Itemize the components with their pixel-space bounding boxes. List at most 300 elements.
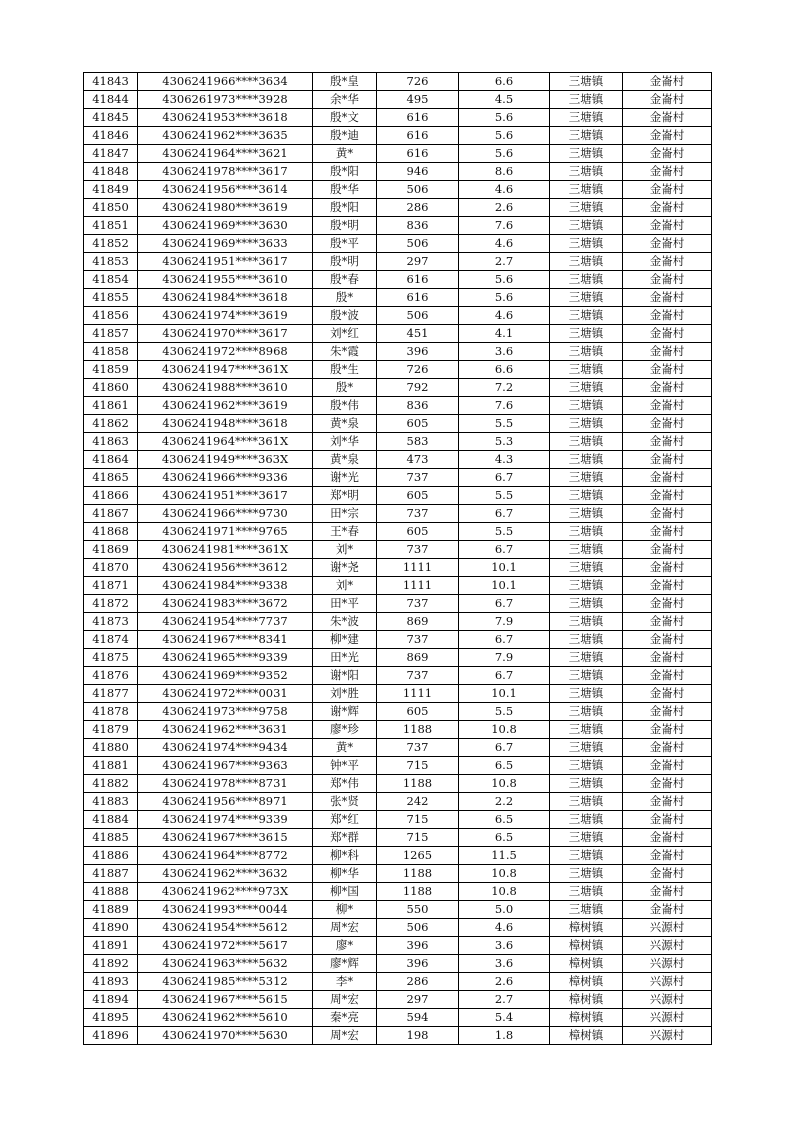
cell-amount: 737	[377, 595, 459, 613]
cell-area: 6.7	[459, 631, 550, 649]
cell-amount: 737	[377, 667, 459, 685]
cell-amount: 396	[377, 937, 459, 955]
cell-amount: 1188	[377, 721, 459, 739]
cell-id: 4306241967****5615	[138, 991, 313, 1009]
cell-id: 4306241951****3617	[138, 253, 313, 271]
table-row	[84, 469, 712, 487]
cell-amount: 1265	[377, 847, 459, 865]
cell-area: 8.6	[459, 163, 550, 181]
cell-town: 三塘镇	[550, 775, 623, 793]
cell-village: 金崙村	[623, 847, 712, 865]
cell-seq: 41871	[84, 577, 138, 595]
cell-town: 三塘镇	[550, 703, 623, 721]
cell-village: 兴源村	[623, 955, 712, 973]
cell-amount: 946	[377, 163, 459, 181]
cell-village: 兴源村	[623, 973, 712, 991]
cell-town: 三塘镇	[550, 163, 623, 181]
cell-seq: 41860	[84, 379, 138, 397]
cell-town: 三塘镇	[550, 613, 623, 631]
cell-name: 殷*明	[313, 217, 377, 235]
cell-area: 7.6	[459, 397, 550, 415]
cell-name: 周*宏	[313, 919, 377, 937]
cell-id: 4306241971****9765	[138, 523, 313, 541]
cell-name: 殷*	[313, 379, 377, 397]
cell-seq: 41856	[84, 307, 138, 325]
table-row	[84, 181, 712, 199]
cell-seq: 41875	[84, 649, 138, 667]
cell-name: 谢*阳	[313, 667, 377, 685]
cell-amount: 605	[377, 703, 459, 721]
cell-village: 金崙村	[623, 217, 712, 235]
cell-amount: 737	[377, 541, 459, 559]
cell-town: 三塘镇	[550, 343, 623, 361]
table-row	[84, 199, 712, 217]
cell-id: 4306241974****3619	[138, 307, 313, 325]
cell-area: 10.8	[459, 865, 550, 883]
cell-village: 金崙村	[623, 595, 712, 613]
cell-amount: 451	[377, 325, 459, 343]
cell-name: 殷*波	[313, 307, 377, 325]
table-row	[84, 451, 712, 469]
cell-village: 金崙村	[623, 451, 712, 469]
cell-name: 李*	[313, 973, 377, 991]
cell-area: 6.5	[459, 829, 550, 847]
cell-id: 4306241974****9434	[138, 739, 313, 757]
cell-seq: 41882	[84, 775, 138, 793]
cell-village: 金崙村	[623, 703, 712, 721]
cell-id: 4306241955****3610	[138, 271, 313, 289]
cell-amount: 1111	[377, 685, 459, 703]
cell-seq: 41857	[84, 325, 138, 343]
table-row	[84, 667, 712, 685]
cell-town: 三塘镇	[550, 361, 623, 379]
cell-village: 金崙村	[623, 901, 712, 919]
cell-village: 金崙村	[623, 325, 712, 343]
cell-area: 4.5	[459, 91, 550, 109]
cell-area: 6.7	[459, 667, 550, 685]
data-table	[83, 72, 712, 1045]
table-row	[84, 811, 712, 829]
table-row	[84, 685, 712, 703]
cell-area: 2.2	[459, 793, 550, 811]
cell-seq: 41853	[84, 253, 138, 271]
table-row	[84, 937, 712, 955]
cell-area: 4.1	[459, 325, 550, 343]
cell-amount: 737	[377, 739, 459, 757]
cell-id: 4306241981****361X	[138, 541, 313, 559]
cell-area: 3.6	[459, 955, 550, 973]
cell-town: 三塘镇	[550, 577, 623, 595]
cell-name: 田*宗	[313, 505, 377, 523]
cell-village: 金崙村	[623, 361, 712, 379]
cell-village: 金崙村	[623, 163, 712, 181]
cell-area: 6.7	[459, 595, 550, 613]
cell-name: 柳*建	[313, 631, 377, 649]
table-row	[84, 235, 712, 253]
cell-seq: 41864	[84, 451, 138, 469]
cell-id: 4306241964****3621	[138, 145, 313, 163]
cell-amount: 792	[377, 379, 459, 397]
cell-id: 4306241988****3610	[138, 379, 313, 397]
cell-id: 4306241966****9730	[138, 505, 313, 523]
cell-name: 殷*阳	[313, 163, 377, 181]
cell-area: 6.6	[459, 361, 550, 379]
cell-id: 4306241962****3632	[138, 865, 313, 883]
cell-village: 金崙村	[623, 721, 712, 739]
cell-amount: 836	[377, 397, 459, 415]
cell-amount: 869	[377, 649, 459, 667]
cell-name: 殷*文	[313, 109, 377, 127]
cell-name: 殷*华	[313, 181, 377, 199]
cell-id: 4306241970****3617	[138, 325, 313, 343]
table-row	[84, 901, 712, 919]
cell-seq: 41850	[84, 199, 138, 217]
cell-name: 刘*	[313, 541, 377, 559]
cell-name: 黄*泉	[313, 451, 377, 469]
cell-seq: 41855	[84, 289, 138, 307]
cell-village: 金崙村	[623, 73, 712, 91]
cell-village: 金崙村	[623, 757, 712, 775]
cell-seq: 41844	[84, 91, 138, 109]
cell-amount: 836	[377, 217, 459, 235]
cell-town: 樟树镇	[550, 1009, 623, 1027]
cell-seq: 41866	[84, 487, 138, 505]
cell-town: 樟树镇	[550, 991, 623, 1009]
cell-village: 金崙村	[623, 91, 712, 109]
cell-amount: 1111	[377, 559, 459, 577]
cell-name: 殷*平	[313, 235, 377, 253]
cell-amount: 616	[377, 271, 459, 289]
cell-amount: 605	[377, 415, 459, 433]
cell-name: 殷*伟	[313, 397, 377, 415]
cell-amount: 737	[377, 631, 459, 649]
cell-town: 三塘镇	[550, 757, 623, 775]
cell-village: 金崙村	[623, 343, 712, 361]
cell-seq: 41872	[84, 595, 138, 613]
table-row	[84, 109, 712, 127]
cell-id: 4306241954****5612	[138, 919, 313, 937]
cell-id: 4306241985****5312	[138, 973, 313, 991]
cell-amount: 242	[377, 793, 459, 811]
cell-town: 三塘镇	[550, 667, 623, 685]
table-row	[84, 703, 712, 721]
cell-town: 三塘镇	[550, 883, 623, 901]
cell-town: 三塘镇	[550, 649, 623, 667]
table-row	[84, 505, 712, 523]
cell-id: 4306241993****0044	[138, 901, 313, 919]
table-row	[84, 343, 712, 361]
table-row	[84, 217, 712, 235]
cell-seq: 41861	[84, 397, 138, 415]
cell-amount: 605	[377, 523, 459, 541]
cell-id: 4306241983****3672	[138, 595, 313, 613]
cell-town: 三塘镇	[550, 901, 623, 919]
cell-village: 金崙村	[623, 775, 712, 793]
cell-village: 金崙村	[623, 559, 712, 577]
cell-area: 6.7	[459, 505, 550, 523]
cell-id: 4306261973****3928	[138, 91, 313, 109]
cell-town: 三塘镇	[550, 145, 623, 163]
table-row	[84, 541, 712, 559]
cell-seq: 41880	[84, 739, 138, 757]
cell-id: 4306241967****9363	[138, 757, 313, 775]
cell-area: 5.0	[459, 901, 550, 919]
cell-name: 柳*国	[313, 883, 377, 901]
cell-town: 三塘镇	[550, 379, 623, 397]
cell-name: 殷*迪	[313, 127, 377, 145]
cell-amount: 506	[377, 181, 459, 199]
table-row	[84, 775, 712, 793]
cell-id: 4306241972****0031	[138, 685, 313, 703]
cell-village: 金崙村	[623, 235, 712, 253]
cell-amount: 726	[377, 73, 459, 91]
cell-id: 4306241974****9339	[138, 811, 313, 829]
cell-village: 金崙村	[623, 739, 712, 757]
table-row	[84, 649, 712, 667]
cell-name: 郑*明	[313, 487, 377, 505]
cell-area: 5.6	[459, 145, 550, 163]
cell-name: 王*春	[313, 523, 377, 541]
cell-village: 金崙村	[623, 271, 712, 289]
table-row	[84, 865, 712, 883]
cell-village: 金崙村	[623, 307, 712, 325]
cell-town: 三塘镇	[550, 685, 623, 703]
cell-name: 殷*	[313, 289, 377, 307]
cell-area: 4.3	[459, 451, 550, 469]
cell-town: 三塘镇	[550, 505, 623, 523]
cell-town: 三塘镇	[550, 631, 623, 649]
table-row	[84, 271, 712, 289]
cell-area: 3.6	[459, 937, 550, 955]
cell-area: 10.8	[459, 721, 550, 739]
cell-amount: 616	[377, 127, 459, 145]
cell-town: 三塘镇	[550, 865, 623, 883]
cell-village: 兴源村	[623, 1009, 712, 1027]
cell-seq: 41846	[84, 127, 138, 145]
cell-id: 4306241948****3618	[138, 415, 313, 433]
cell-village: 金崙村	[623, 415, 712, 433]
cell-seq: 41895	[84, 1009, 138, 1027]
cell-seq: 41873	[84, 613, 138, 631]
cell-area: 4.6	[459, 181, 550, 199]
cell-id: 4306241978****8731	[138, 775, 313, 793]
table-row	[84, 127, 712, 145]
cell-id: 4306241972****8968	[138, 343, 313, 361]
cell-village: 金崙村	[623, 289, 712, 307]
cell-seq: 41854	[84, 271, 138, 289]
cell-amount: 506	[377, 919, 459, 937]
cell-village: 金崙村	[623, 433, 712, 451]
cell-id: 4306241947****361X	[138, 361, 313, 379]
cell-village: 金崙村	[623, 505, 712, 523]
cell-amount: 616	[377, 109, 459, 127]
cell-name: 殷*生	[313, 361, 377, 379]
cell-id: 4306241962****3619	[138, 397, 313, 415]
cell-seq: 41876	[84, 667, 138, 685]
cell-name: 周*宏	[313, 1027, 377, 1045]
cell-village: 金崙村	[623, 685, 712, 703]
cell-area: 1.8	[459, 1027, 550, 1045]
table-row	[84, 487, 712, 505]
cell-amount: 583	[377, 433, 459, 451]
cell-seq: 41849	[84, 181, 138, 199]
cell-id: 4306241984****3618	[138, 289, 313, 307]
cell-area: 6.5	[459, 811, 550, 829]
cell-id: 4306241969****3630	[138, 217, 313, 235]
cell-amount: 1188	[377, 883, 459, 901]
cell-village: 金崙村	[623, 541, 712, 559]
cell-town: 三塘镇	[550, 91, 623, 109]
cell-town: 三塘镇	[550, 325, 623, 343]
cell-seq: 41891	[84, 937, 138, 955]
cell-village: 金崙村	[623, 397, 712, 415]
cell-name: 谢*光	[313, 469, 377, 487]
cell-id: 4306241951****3617	[138, 487, 313, 505]
cell-town: 樟树镇	[550, 973, 623, 991]
cell-town: 三塘镇	[550, 433, 623, 451]
cell-seq: 41878	[84, 703, 138, 721]
cell-name: 廖*	[313, 937, 377, 955]
cell-amount: 198	[377, 1027, 459, 1045]
cell-village: 兴源村	[623, 991, 712, 1009]
table-row	[84, 631, 712, 649]
cell-town: 三塘镇	[550, 127, 623, 145]
cell-seq: 41865	[84, 469, 138, 487]
cell-village: 金崙村	[623, 109, 712, 127]
cell-seq: 41851	[84, 217, 138, 235]
cell-amount: 506	[377, 235, 459, 253]
cell-name: 黄*泉	[313, 415, 377, 433]
cell-seq: 41863	[84, 433, 138, 451]
cell-village: 金崙村	[623, 649, 712, 667]
cell-town: 三塘镇	[550, 397, 623, 415]
cell-town: 樟树镇	[550, 955, 623, 973]
cell-id: 4306241964****361X	[138, 433, 313, 451]
cell-area: 10.8	[459, 883, 550, 901]
cell-name: 刘*	[313, 577, 377, 595]
cell-town: 三塘镇	[550, 181, 623, 199]
cell-id: 4306241967****8341	[138, 631, 313, 649]
cell-amount: 1111	[377, 577, 459, 595]
cell-id: 4306241969****9352	[138, 667, 313, 685]
table-row	[84, 253, 712, 271]
cell-name: 郑*群	[313, 829, 377, 847]
cell-seq: 41889	[84, 901, 138, 919]
cell-seq: 41847	[84, 145, 138, 163]
cell-name: 黄*	[313, 739, 377, 757]
cell-id: 4306241967****3615	[138, 829, 313, 847]
cell-seq: 41894	[84, 991, 138, 1009]
cell-name: 朱*波	[313, 613, 377, 631]
cell-seq: 41881	[84, 757, 138, 775]
cell-amount: 616	[377, 289, 459, 307]
cell-seq: 41852	[84, 235, 138, 253]
cell-amount: 506	[377, 307, 459, 325]
cell-name: 谢*辉	[313, 703, 377, 721]
cell-village: 金崙村	[623, 199, 712, 217]
cell-seq: 41858	[84, 343, 138, 361]
cell-name: 郑*伟	[313, 775, 377, 793]
table-row	[84, 289, 712, 307]
cell-village: 金崙村	[623, 379, 712, 397]
cell-name: 余*华	[313, 91, 377, 109]
cell-seq: 41862	[84, 415, 138, 433]
cell-village: 金崙村	[623, 667, 712, 685]
cell-town: 樟树镇	[550, 937, 623, 955]
cell-id: 4306241962****5610	[138, 1009, 313, 1027]
table-row	[84, 721, 712, 739]
cell-town: 三塘镇	[550, 307, 623, 325]
cell-name: 柳*	[313, 901, 377, 919]
cell-town: 三塘镇	[550, 811, 623, 829]
table-row	[84, 919, 712, 937]
cell-seq: 41843	[84, 73, 138, 91]
cell-seq: 41888	[84, 883, 138, 901]
cell-town: 三塘镇	[550, 595, 623, 613]
cell-village: 金崙村	[623, 829, 712, 847]
cell-name: 张*贤	[313, 793, 377, 811]
cell-id: 4306241962****3631	[138, 721, 313, 739]
cell-name: 郑*红	[313, 811, 377, 829]
cell-village: 金崙村	[623, 127, 712, 145]
cell-town: 三塘镇	[550, 235, 623, 253]
cell-area: 5.5	[459, 703, 550, 721]
cell-seq: 41893	[84, 973, 138, 991]
cell-id: 4306241980****3619	[138, 199, 313, 217]
cell-town: 三塘镇	[550, 289, 623, 307]
table-row	[84, 757, 712, 775]
table-row	[84, 739, 712, 757]
cell-area: 6.7	[459, 469, 550, 487]
cell-town: 三塘镇	[550, 559, 623, 577]
cell-name: 田*平	[313, 595, 377, 613]
table-row	[84, 73, 712, 91]
cell-area: 6.7	[459, 739, 550, 757]
cell-town: 三塘镇	[550, 253, 623, 271]
cell-area: 5.6	[459, 271, 550, 289]
cell-area: 4.6	[459, 919, 550, 937]
cell-town: 三塘镇	[550, 271, 623, 289]
cell-village: 金崙村	[623, 145, 712, 163]
cell-amount: 396	[377, 955, 459, 973]
cell-id: 4306241956****3614	[138, 181, 313, 199]
cell-id: 4306241965****9339	[138, 649, 313, 667]
cell-area: 4.6	[459, 235, 550, 253]
cell-village: 金崙村	[623, 181, 712, 199]
cell-id: 4306241954****7737	[138, 613, 313, 631]
table-row	[84, 1027, 712, 1045]
cell-area: 10.1	[459, 559, 550, 577]
cell-town: 三塘镇	[550, 451, 623, 469]
table-row	[84, 559, 712, 577]
table-row	[84, 325, 712, 343]
cell-village: 金崙村	[623, 883, 712, 901]
table-row	[84, 307, 712, 325]
table-row	[84, 1009, 712, 1027]
cell-town: 三塘镇	[550, 829, 623, 847]
cell-amount: 715	[377, 829, 459, 847]
cell-id: 4306241966****3634	[138, 73, 313, 91]
cell-seq: 41869	[84, 541, 138, 559]
cell-area: 2.7	[459, 253, 550, 271]
cell-amount: 869	[377, 613, 459, 631]
cell-name: 殷*阳	[313, 199, 377, 217]
cell-area: 11.5	[459, 847, 550, 865]
cell-seq: 41884	[84, 811, 138, 829]
table-row	[84, 397, 712, 415]
cell-town: 三塘镇	[550, 523, 623, 541]
cell-village: 兴源村	[623, 919, 712, 937]
